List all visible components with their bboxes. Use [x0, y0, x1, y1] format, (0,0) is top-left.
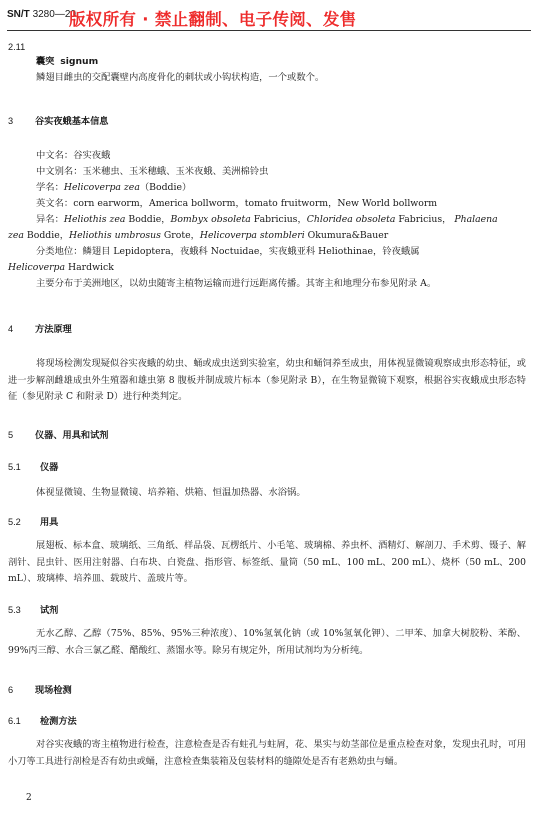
section-6-1-heading: 6.1 检测方法: [8, 716, 77, 727]
term-signum: 囊突 signum: [36, 56, 99, 67]
section-3-heading: 3 谷实夜蛾基本信息: [8, 116, 109, 127]
standard-number: SN/T 3280—20: [7, 9, 76, 20]
tools-paragraph: 展翅板、标本盒、玻璃纸、三角纸、样品袋、瓦楞纸片、小毛笔、玻璃棉、养虫杯、酒精灯、解剖刀、手术剪、镊子、解剖针、昆虫针、医用注射器、白布块、白瓷盘、指形管、标签纸、量筒（50 mL、100 mL、200 mL）、烧杯（50 mL、200 mL）、玻璃棒、培养皿、载玻片、盖玻片等。: [8, 540, 526, 584]
instruments-text: 体视显微镜、生物显微镜、培养箱、烘箱、恒温加热器、水浴锅。: [36, 487, 306, 498]
distribution: 主要分布于美洲地区，以幼虫随寄主植物运输而进行远距离传播。其寄主和地理分布参见附录 A。: [36, 278, 437, 289]
taxonomy-line-1: 分类地位：鳞翅目 Lepidoptera，夜蛾科 Noctuidae，实夜蛾亚科 Heliothinae，铃夜蛾属: [36, 246, 420, 257]
section-5-2-heading: 5.2 用具: [8, 517, 59, 528]
page-number: 2: [26, 793, 32, 803]
scientific-name: 学名：Helicoverpa zea（Boddie）: [36, 182, 192, 193]
detection-method-paragraph: 对谷实夜蛾的寄主植物进行检查，注意检查是否有蛀孔与蛀屑，花、果实与幼茎部位是重点检查对象，发现虫孔时，可用小刀等工具进行剖检是否有幼虫或蛹，注意检查集装箱及包装材料的缝隙处是否有老熟幼虫与蛹。: [8, 739, 526, 767]
copyright-watermark: 版权所有 · 禁止翻制、电子传阅、发售: [69, 10, 357, 29]
taxonomy-line-2: Helicoverpa Hardwick: [8, 262, 114, 273]
english-name: 英文名：corn earworm，America bollworm，tomato fruitworm，New World bollworm: [36, 198, 438, 209]
header-rule: [7, 30, 531, 31]
page-header: [7, 6, 533, 32]
synonyms-line-1: 异名：Heliothis zea Boddie，Bombyx obsoleta Fabricius，Chloridea obsoleta Fabricius， Phalaena: [36, 214, 498, 225]
section-6-heading: 6 现场检测: [8, 685, 72, 696]
section-5-3-heading: 5.3 试剂: [8, 605, 59, 616]
section-5-heading: 5 仪器、用具和试剂: [8, 430, 109, 441]
reagents-paragraph: 无水乙醇、乙醇（75%、85%、95%三种浓度）、10%氢氧化钠（或 10%氢氧化钾）、二甲苯、加拿大树胶粉、苯酚、99%丙三醇、水合三氯乙醛、醋酸红、蒸馏水等。除另有规定外，所用试剂均为分析纯。: [8, 628, 526, 656]
section-5-1-heading: 5.1 仪器: [8, 462, 59, 473]
method-principle-paragraph: 将现场检测发现疑似谷实夜蛾的幼虫、蛹或成虫送到实验室，幼虫和蛹饲养至成虫，用体视显微镜观察成虫形态特征，或进一步解剖雌雄成虫外生殖器和雄虫第 8 腹板并制成玻片标本（参见附录 B），在生物显微镜下观察，根据谷实夜蛾成虫形态特征（参见附录 C 和附录 D）进行种类判定。: [8, 358, 526, 402]
synonyms-line-2: zea Boddie，Heliothis umbrosus Grote，Helicoverpa stombleri Okumura&Bauer: [8, 230, 389, 241]
section-4-heading: 4 方法原理: [8, 324, 72, 335]
chinese-name: 中文名：谷实夜蛾: [36, 150, 111, 161]
chinese-alias: 中文别名：玉米穗虫、玉米穗蛾、玉米夜蛾、美洲棉铃虫: [36, 166, 269, 177]
section-2-11-number: 2.11: [8, 42, 26, 52]
term-definition: 鳞翅目雌虫的交配囊壁内高度骨化的刺状或小钩状构造，一个或数个。: [36, 72, 325, 83]
